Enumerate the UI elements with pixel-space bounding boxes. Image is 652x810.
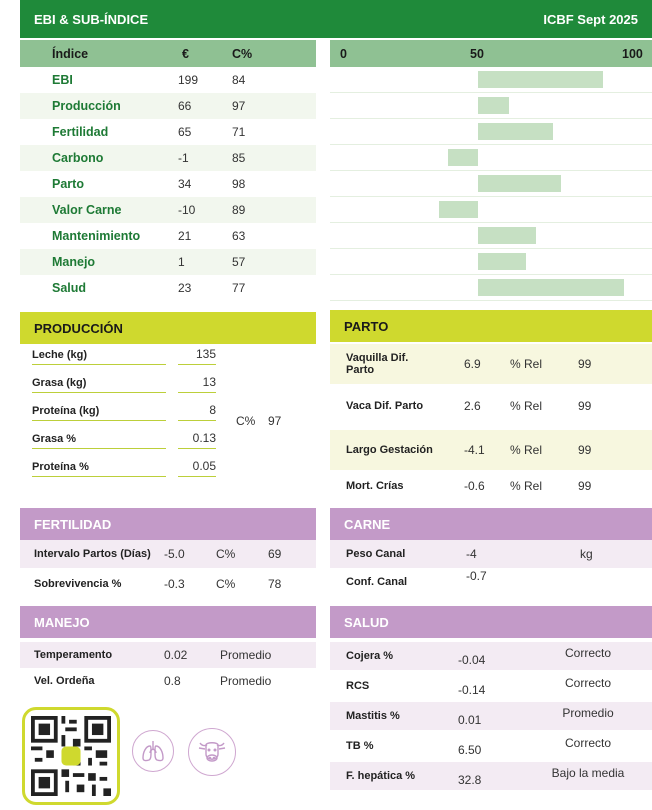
index-row (20, 171, 316, 197)
bar-row (330, 93, 652, 119)
salud-label: Cojera % (346, 650, 394, 662)
bar-row (330, 145, 652, 171)
index-row (20, 275, 316, 301)
index-rel: 84 (232, 73, 246, 87)
produccion-label: Proteína (kg) (32, 399, 166, 421)
index-name: Carbono (52, 151, 104, 165)
parto-row (330, 472, 652, 500)
parto-row (330, 386, 652, 426)
manejo-status: Promedio (220, 648, 272, 662)
parto-header: PARTO (330, 310, 652, 342)
produccion-rel-value: 97 (268, 414, 282, 428)
manejo-label: Vel. Ordeña (34, 675, 95, 687)
parto-value: 6.9 (464, 357, 481, 371)
lungs-icon (132, 730, 174, 772)
index-euro: 1 (178, 255, 185, 269)
salud-header: SALUD (330, 606, 652, 638)
carne-row (330, 540, 652, 568)
bar-row (330, 275, 652, 301)
bar-row (330, 67, 652, 93)
salud-row (330, 732, 652, 760)
index-name: Salud (52, 281, 87, 295)
index-euro: 66 (178, 99, 192, 113)
col-euro-header: € (182, 46, 189, 61)
index-row (20, 197, 316, 223)
index-table-header (20, 40, 316, 67)
index-rel: 57 (232, 255, 246, 269)
fertilidad-unit: C% (216, 547, 236, 561)
scale-label-0: 0 (340, 46, 347, 61)
index-name: Valor Carne (52, 203, 122, 217)
salud-row (330, 702, 652, 730)
carne-unit: kg (580, 547, 593, 561)
produccion-header: PRODUCCIÓN (20, 312, 316, 344)
parto-rel: 99 (578, 357, 592, 371)
col-rel-header: C% (232, 46, 253, 61)
index-bar (478, 97, 509, 114)
produccion-value: 13 (178, 371, 216, 393)
salud-row (330, 762, 652, 790)
fertilidad-row (20, 540, 316, 568)
produccion-label: Leche (kg) (32, 343, 166, 365)
index-bar (478, 227, 536, 244)
index-euro: 21 (178, 229, 192, 243)
fertilidad-value: -0.3 (164, 577, 185, 591)
produccion-label: Grasa % (32, 427, 166, 449)
parto-rel: 99 (578, 479, 592, 493)
parto-rel: 99 (578, 399, 592, 413)
index-bar (448, 149, 478, 166)
salud-label: RCS (346, 680, 370, 692)
carne-label: Peso Canal (346, 548, 406, 560)
manejo-value: 0.8 (164, 674, 181, 688)
index-row (20, 93, 316, 119)
index-rel: 98 (232, 177, 246, 191)
scale-label-100: 100 (622, 46, 643, 61)
carne-label: Conf. Canal (346, 576, 408, 588)
col-index-header: Índice (52, 46, 89, 61)
manejo-status: Promedio (220, 674, 272, 688)
index-rel: 63 (232, 229, 246, 243)
salud-status: Correcto (564, 736, 611, 750)
index-name: Producción (52, 99, 121, 113)
salud-status: Promedio (562, 706, 614, 720)
carne-value: -0.7 (466, 569, 487, 583)
parto-rel: 99 (578, 443, 592, 457)
index-bar (478, 253, 526, 270)
index-row (20, 119, 316, 145)
scale-label-50: 50 (470, 46, 484, 61)
parto-row (330, 430, 652, 470)
fertilidad-label: Intervalo Partos (Días) (34, 548, 151, 560)
produccion-value: 0.13 (178, 427, 216, 449)
manejo-label: Temperamento (34, 649, 113, 661)
carne-header: CARNE (330, 508, 652, 540)
bar-scale-header (330, 40, 652, 67)
index-name: Mantenimiento (52, 229, 141, 243)
carne-row (330, 568, 652, 596)
index-row (20, 249, 316, 275)
fertilidad-rel: 69 (268, 547, 282, 561)
fertilidad-value: -5.0 (164, 547, 185, 561)
produccion-label: Grasa (kg) (32, 371, 166, 393)
index-bar (478, 123, 553, 140)
fertilidad-unit: C% (216, 577, 236, 591)
salud-value: -0.04 (458, 653, 486, 667)
index-euro: 199 (178, 73, 199, 87)
parto-label: Vaca Dif. Parto (346, 400, 424, 412)
produccion-value: 8 (178, 399, 216, 421)
index-bar (439, 201, 478, 218)
index-euro: -10 (178, 203, 196, 217)
salud-value: -0.14 (458, 683, 486, 697)
bar-row (330, 223, 652, 249)
qr-code-icon[interactable] (22, 707, 120, 805)
salud-status: Correcto (564, 646, 611, 660)
produccion-rel-label: C% (236, 414, 256, 428)
salud-status: Correcto (564, 676, 611, 690)
index-rel: 97 (232, 99, 246, 113)
produccion-label: Proteína % (32, 455, 166, 477)
salud-value: 0.01 (458, 713, 482, 727)
salud-status: Bajo la media (551, 766, 625, 780)
salud-label: F. hepática % (346, 770, 416, 782)
manejo-row (20, 642, 316, 668)
parto-label: Mort. Crías (346, 480, 404, 492)
fertilidad-label: Sobrevivencia % (34, 578, 122, 590)
parto-unit: % Rel (510, 357, 543, 371)
parto-unit: % Rel (510, 399, 543, 413)
produccion-value: 135 (178, 343, 216, 365)
index-bar (478, 175, 561, 192)
index-name: EBI (52, 73, 73, 87)
index-euro: 23 (178, 281, 192, 295)
bar-row (330, 249, 652, 275)
parto-value: 2.6 (464, 399, 481, 413)
header-title: EBI & SUB-ÍNDICE (34, 11, 149, 27)
top-header-bar (20, 0, 652, 38)
index-name: Parto (52, 177, 84, 191)
bar-row (330, 171, 652, 197)
manejo-header: MANEJO (20, 606, 316, 638)
index-euro: 34 (178, 177, 192, 191)
index-row (20, 223, 316, 249)
bar-row (330, 197, 652, 223)
salud-label: TB % (346, 740, 374, 752)
parto-unit: % Rel (510, 443, 543, 457)
index-bar (478, 71, 603, 88)
parto-label: Vaquilla Dif. Parto (346, 352, 409, 376)
parto-value: -4.1 (464, 443, 485, 457)
index-bar (478, 279, 624, 296)
parto-row (330, 344, 652, 384)
salud-value: 6.50 (458, 743, 482, 757)
salud-value: 32.8 (458, 773, 482, 787)
cow-head-icon (188, 728, 236, 776)
index-rel: 77 (232, 281, 246, 295)
salud-label: Mastitis % (346, 710, 400, 722)
fertilidad-rel: 78 (268, 577, 282, 591)
parto-unit: % Rel (510, 479, 543, 493)
fertilidad-row (20, 570, 316, 598)
index-row (20, 67, 316, 93)
manejo-value: 0.02 (164, 648, 188, 662)
fertilidad-header: FERTILIDAD (20, 508, 316, 540)
carne-value: -4 (466, 547, 477, 561)
produccion-value: 0.05 (178, 455, 216, 477)
index-name: Fertilidad (52, 125, 109, 139)
index-rel: 85 (232, 151, 246, 165)
salud-row (330, 642, 652, 670)
index-euro: 65 (178, 125, 192, 139)
index-rel: 89 (232, 203, 246, 217)
index-name: Manejo (52, 255, 96, 269)
index-euro: -1 (178, 151, 189, 165)
parto-value: -0.6 (464, 479, 485, 493)
bar-row (330, 119, 652, 145)
manejo-row (20, 668, 316, 694)
parto-label: Largo Gestación (346, 444, 433, 456)
index-rel: 71 (232, 125, 246, 139)
salud-row (330, 672, 652, 700)
index-row (20, 145, 316, 171)
header-source: ICBF Sept 2025 (543, 11, 638, 27)
